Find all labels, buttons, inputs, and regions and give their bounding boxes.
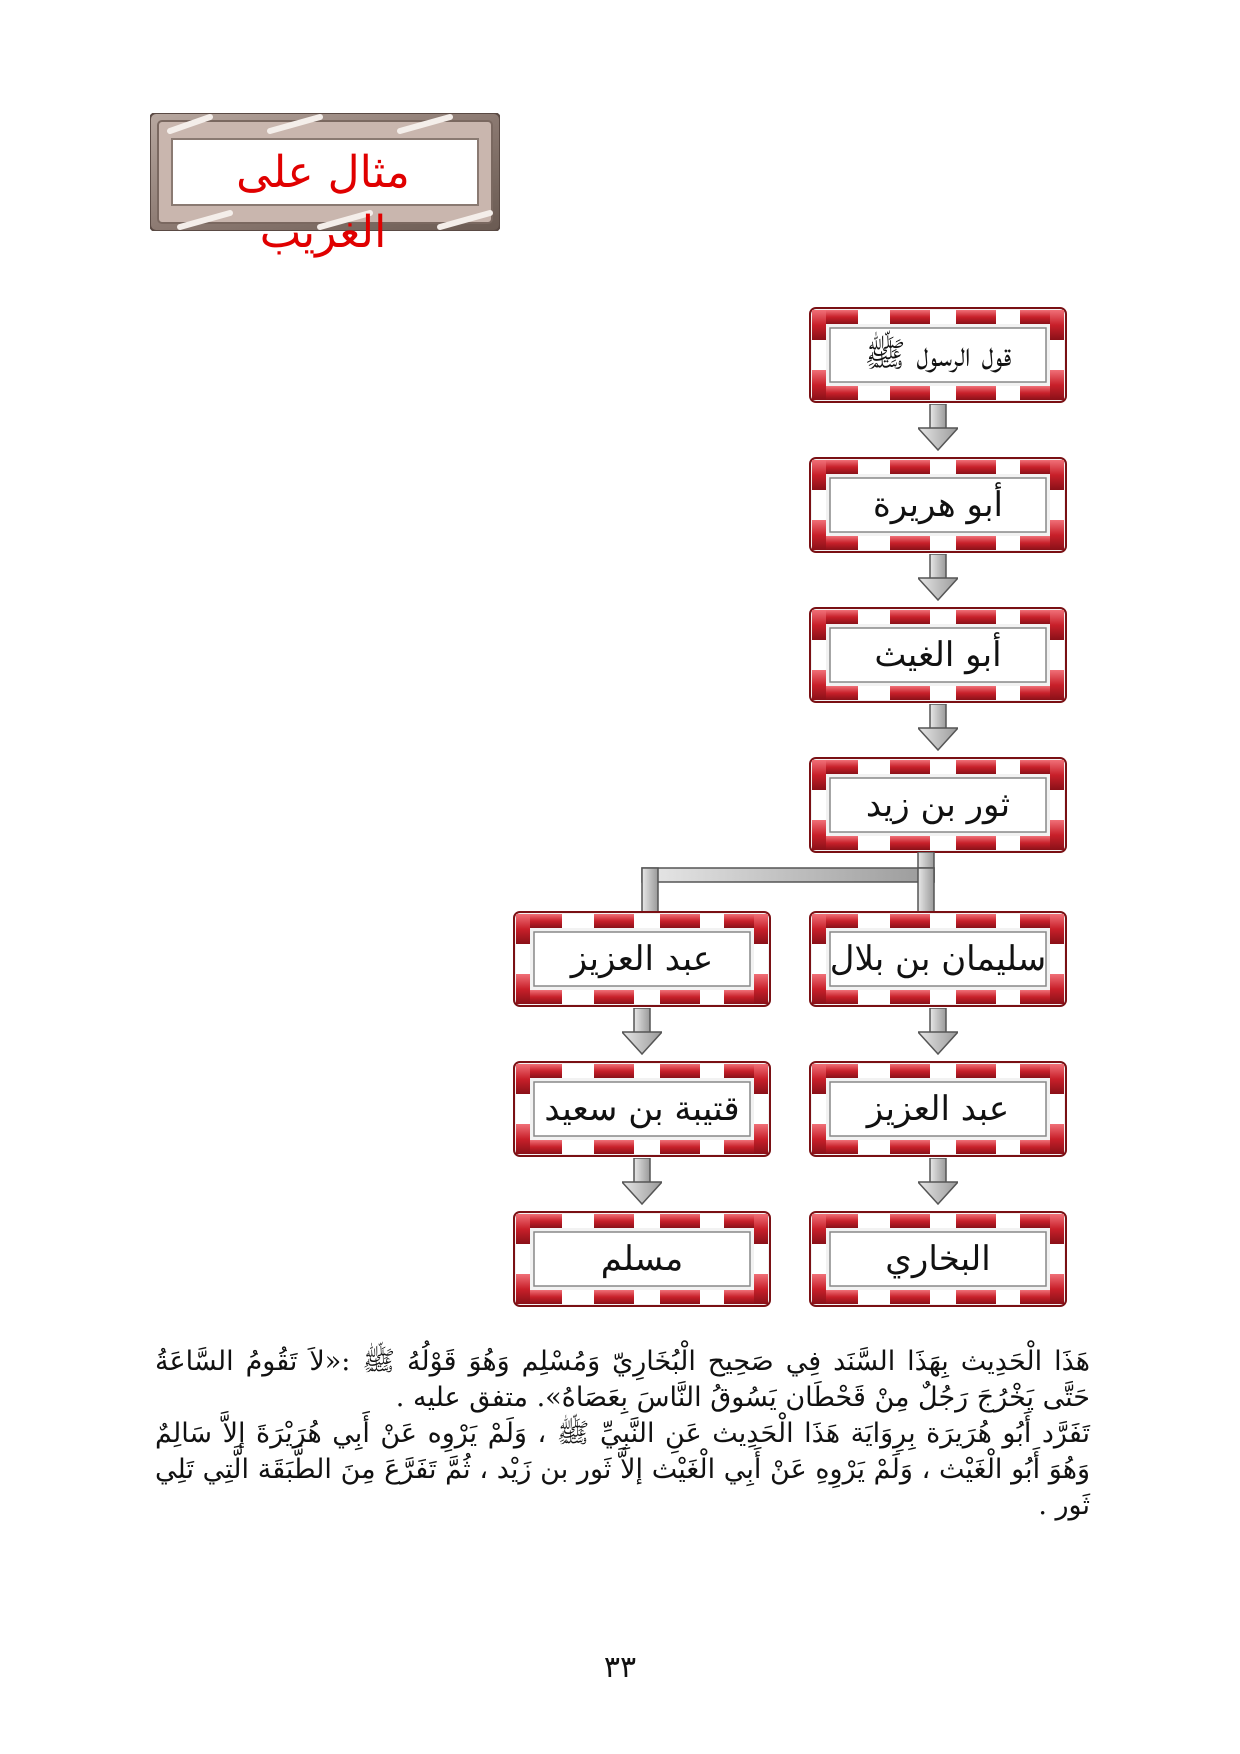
node-sulayman [808,910,1068,1008]
down-arrow-icon [918,404,958,452]
title-text: مثال على الغريب [236,147,410,258]
node-prophet [808,306,1068,404]
explanation-text [155,1344,1090,1524]
node-label: أبو هريرة [872,485,1003,525]
node-label: البخاري [885,1239,991,1279]
node-label: أبو الغيث [874,635,1002,675]
node-abu-hurayra [808,456,1068,554]
node-qutayba [512,1060,772,1158]
title-plaque [150,113,500,258]
down-arrow-icon [622,1158,662,1206]
node-muslim [512,1210,772,1308]
paragraph-1: هَذَا الْحَدِيث بِهَذَا السَّنَد فِي صَحِيح الْبُخَارِيّ وَمُسْلِم وَهُوَ قَوْلُهُ ﷺ :«لاَ تَقُومُ السَّاعَةُ حَتَّى يَخْرُجَ رَجُلٌ مِنْ قَحْطَان يَسُوقُ النَّاسَ بِعَصَاهُ». متفق عليه . [155,1346,1090,1413]
node-thawr [808,756,1068,854]
node-label: سليمان بن بلال [829,939,1047,979]
node-label: ثور بن زيد [865,785,1011,825]
paragraph-2: تَفَرَّد أَبُو هُرَيرَة بِرِوَايَة هَذَا الْحَدِيث عَنِ النَّبِيِّ ﷺ ، وَلَمْ يَرْوِه عَنْ أَبِي هُرَيْرَةَ إلاَّ سَالِمٌ وَهُوَ أَبُو الْغَيْث ، وَلَمْ يَرْوِهِ عَنْ أَبِي الْغَيْث إلاَّ ثَور بن زَيْد ، ثُمَّ تَفَرَّعَ مِنَ الطَّبَقَة الَّتِي تَلِي ثَور . [155,1418,1090,1521]
down-arrow-icon [918,704,958,752]
node-abd-al-aziz-right [808,1060,1068,1158]
node-label: عبد العزيز [570,939,714,979]
down-arrow-icon [918,1008,958,1056]
down-arrow-icon [622,1008,662,1056]
down-arrow-icon [918,1158,958,1206]
node-bukhari [808,1210,1068,1308]
node-abd-al-aziz-left [512,910,772,1008]
node-label: مسلم [600,1239,684,1279]
down-arrow-icon [918,554,958,602]
page-number: ٣٣ [603,1650,637,1685]
node-abu-al-ghayth [808,606,1068,704]
node-label: قتيبة بن سعيد [544,1089,740,1129]
node-label: عبد العزيز [866,1089,1010,1129]
node-label: قول الرسول ﷺ [864,335,1012,375]
